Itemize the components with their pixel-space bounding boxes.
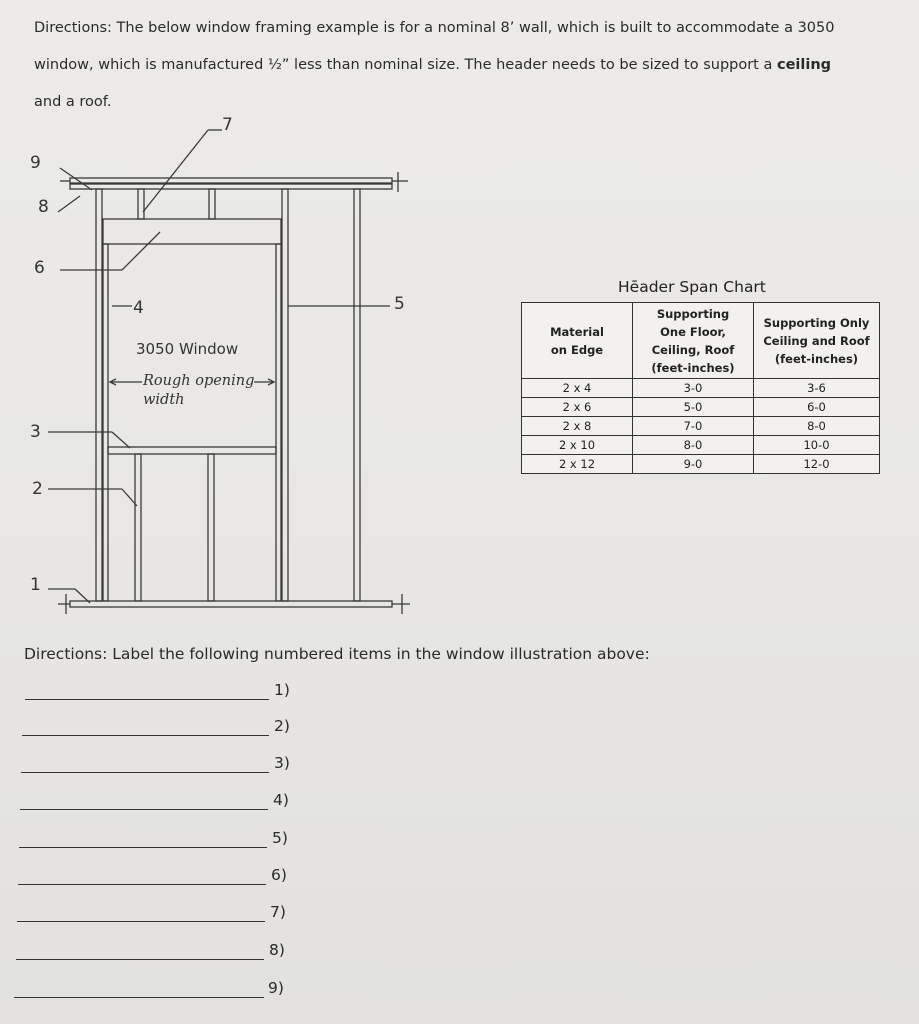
intro-line-2 <box>34 47 904 84</box>
table-row <box>522 417 880 436</box>
answer-number-8: 8) <box>269 941 285 959</box>
label-5: 5 <box>394 294 405 314</box>
table-row <box>522 398 880 417</box>
label-7: 7 <box>222 115 233 135</box>
cell-ceiling-roof: 10-0 <box>754 436 880 455</box>
answer-line-8[interactable] <box>16 959 264 960</box>
window-label: 3050 Window <box>136 340 239 358</box>
cell-ceiling-roof: 6-0 <box>754 398 880 417</box>
answer-line-4[interactable] <box>20 809 268 810</box>
chart-title: Hēader Span Chart <box>618 278 766 296</box>
top-cripple-1 <box>138 189 144 219</box>
cell-one-floor: 7-0 <box>633 417 754 436</box>
jack-stud-left <box>103 244 108 601</box>
leader-7 <box>143 130 208 212</box>
answer-line-7[interactable] <box>17 921 265 922</box>
top-cripple-2 <box>209 189 215 219</box>
label-directions: Directions: Label the following numbered items in the window illustration above: <box>24 645 650 663</box>
window-framing-diagram <box>0 100 520 620</box>
table-row <box>522 455 880 474</box>
answer-number-4: 4) <box>273 791 289 809</box>
rough-sill <box>108 447 276 454</box>
label-3: 3 <box>30 422 41 442</box>
header-span-table <box>521 302 880 474</box>
header-material: Material on Edge <box>522 303 633 379</box>
answer-number-6: 6) <box>271 866 287 884</box>
answer-line-1[interactable] <box>25 699 269 700</box>
bottom-cripple-1 <box>135 454 141 601</box>
answer-line-9[interactable] <box>14 997 264 998</box>
answer-number-5: 5) <box>272 829 288 847</box>
label-2: 2 <box>32 479 43 499</box>
common-stud <box>354 189 360 601</box>
answer-number-9: 9) <box>268 979 284 997</box>
table-row <box>522 379 880 398</box>
cell-ceiling-roof: 8-0 <box>754 417 880 436</box>
leader-8 <box>58 196 80 212</box>
cell-material: 2 x 6 <box>522 398 633 417</box>
label-4: 4 <box>133 298 144 318</box>
cell-ceiling-roof: 3-6 <box>754 379 880 398</box>
bottom-cripple-2 <box>208 454 214 601</box>
label-1: 1 <box>30 575 41 595</box>
answer-number-7: 7) <box>270 903 286 921</box>
answer-line-3[interactable] <box>21 772 269 773</box>
king-stud-right <box>282 189 288 601</box>
cell-one-floor: 3-0 <box>633 379 754 398</box>
bottom-plate <box>70 601 392 607</box>
label-8: 8 <box>38 197 49 217</box>
cell-one-floor: 8-0 <box>633 436 754 455</box>
top-plate-upper <box>70 178 392 183</box>
header-one-floor: Supporting One Floor, Ceiling, Roof (feet-inches) <box>633 303 754 379</box>
cell-material: 2 x 8 <box>522 417 633 436</box>
jack-stud-right <box>276 244 281 601</box>
intro-line-2-bold: ceiling <box>776 57 832 73</box>
table-row <box>522 436 880 455</box>
header <box>103 219 281 244</box>
cell-material: 2 x 12 <box>522 455 633 474</box>
intro-line-3: and a roof. <box>34 94 112 110</box>
cell-material: 2 x 10 <box>522 436 633 455</box>
answer-line-2[interactable] <box>22 735 269 736</box>
top-plate-lower <box>70 184 392 189</box>
answer-line-6[interactable] <box>18 884 266 885</box>
answer-number-1: 1) <box>274 681 290 699</box>
label-9: 9 <box>30 153 41 173</box>
king-stud-left <box>96 189 102 601</box>
cell-one-floor: 9-0 <box>633 455 754 474</box>
leader-9 <box>60 168 92 190</box>
answer-line-5[interactable] <box>19 847 267 848</box>
answer-number-3: 3) <box>274 754 290 772</box>
intro-line-2-text: window, which is manufactured ½” less than nominal size. The header needs to be sized to support a <box>34 57 777 73</box>
cell-one-floor: 5-0 <box>633 398 754 417</box>
header-ceiling-roof: Supporting Only Ceiling and Roof (feet-inches) <box>754 303 880 379</box>
cell-material: 2 x 4 <box>522 379 633 398</box>
answer-number-2: 2) <box>274 717 290 735</box>
rough-opening-width-label: width <box>143 392 185 408</box>
label-6: 6 <box>34 258 45 278</box>
rough-opening-label: Rough opening <box>143 373 255 389</box>
intro-line-1: Directions: The below window framing example is for a nominal 8’ wall, which is built to accommodate a 3050 <box>34 20 835 36</box>
cell-ceiling-roof: 12-0 <box>754 455 880 474</box>
